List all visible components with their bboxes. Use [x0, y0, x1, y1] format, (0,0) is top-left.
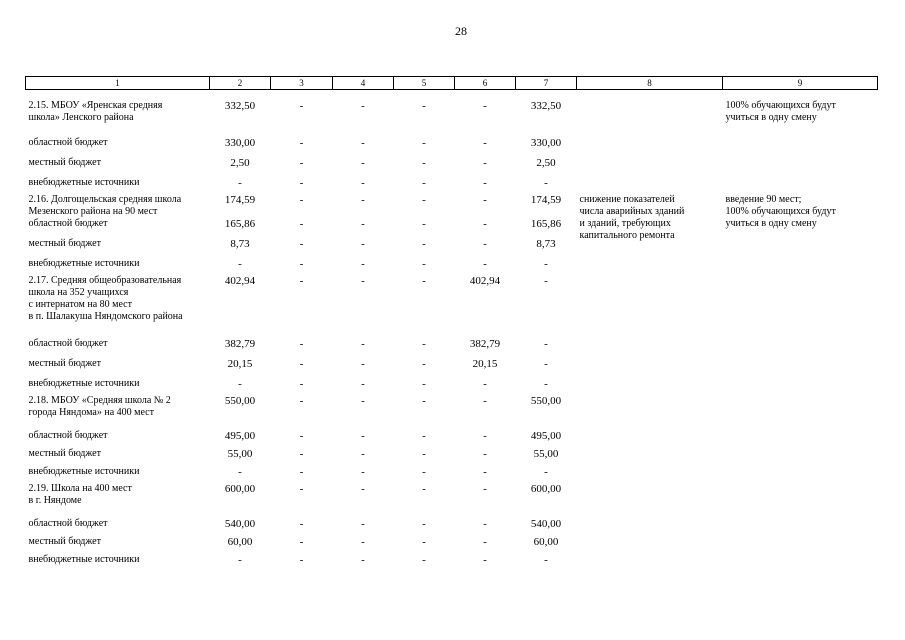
value-cell-c2: - [238, 466, 242, 478]
value-cell-c5: - [422, 378, 426, 390]
value-cell-c3: - [299, 518, 304, 530]
result-indicator [577, 358, 723, 378]
value-cell-c5: - [422, 218, 426, 230]
value-cell-c5: - [422, 358, 426, 370]
value-cell-c7: - [544, 378, 548, 390]
value-cell-c3: - [299, 218, 304, 230]
expected-effect [723, 448, 878, 466]
value-cell-c4: - [361, 448, 365, 460]
result-indicator [577, 378, 723, 395]
value-cell-c2: 330,00 [224, 137, 256, 149]
table-row [26, 554, 878, 571]
table-row [26, 448, 878, 466]
result-indicator [577, 554, 723, 571]
value-cell-c5: - [422, 430, 426, 442]
expected-effect [723, 378, 878, 395]
value-cell-c4: - [361, 137, 365, 149]
value-cell-c2: 174,59 [224, 194, 256, 206]
value-cell-c7: 60,00 [533, 536, 559, 548]
value-cell-c6: - [483, 536, 487, 548]
table-row [26, 395, 878, 430]
value-cell-c6: 20,15 [472, 358, 498, 370]
value-cell-c4: - [361, 338, 365, 350]
expected-effect [723, 137, 878, 157]
row-label: внебюджетные источники [28, 554, 140, 565]
value-cell-c4: - [361, 275, 365, 287]
value-cell-c6: - [483, 177, 487, 189]
value-cell-c3: - [299, 466, 304, 478]
row-label: областной бюджет [28, 430, 108, 441]
value-cell-c7: - [544, 177, 548, 189]
table-row [26, 378, 878, 395]
value-cell-c6: - [483, 483, 487, 495]
value-cell-c4: - [361, 218, 365, 230]
result-indicator [577, 448, 723, 466]
value-cell-c3: - [299, 194, 304, 206]
result-indicator [577, 536, 723, 554]
value-cell-c6: - [483, 137, 487, 149]
column-header: 1 [26, 77, 210, 90]
column-header: 9 [723, 77, 878, 90]
value-cell-c7: 550,00 [530, 395, 562, 407]
result-indicator [577, 466, 723, 483]
row-label: областной бюджет [28, 137, 108, 148]
result-indicator [577, 157, 723, 177]
value-cell-c6: - [483, 554, 487, 566]
row-label: внебюджетные источники [28, 258, 140, 269]
table-row [26, 358, 878, 378]
value-cell-c4: - [361, 536, 365, 548]
row-label: местный бюджет [28, 448, 101, 459]
table-row [26, 483, 878, 518]
expected-effect [723, 177, 878, 194]
expected-effect [723, 275, 878, 338]
value-cell-c6: - [483, 100, 487, 112]
value-cell-c2: 382,79 [224, 338, 256, 350]
table-row [26, 430, 878, 448]
value-cell-c5: - [422, 536, 426, 548]
expected-effect [723, 518, 878, 536]
value-cell-c3: - [299, 100, 304, 112]
value-cell-c7: 174,59 [530, 194, 562, 206]
value-cell-c4: - [361, 194, 365, 206]
column-header: 4 [333, 77, 394, 90]
table-row [26, 137, 878, 157]
result-indicator [577, 177, 723, 194]
value-cell-c5: - [422, 554, 426, 566]
value-cell-c3: - [299, 338, 304, 350]
value-cell-c4: - [361, 238, 365, 250]
value-cell-c4: - [361, 554, 365, 566]
expected-effect [723, 157, 878, 177]
value-cell-c2: 332,50 [224, 100, 256, 112]
value-cell-c5: - [422, 275, 426, 287]
value-cell-c4: - [361, 258, 365, 270]
expected-effect: введение 90 мест; 100% обучающихся будут учиться в одну смену [725, 194, 836, 229]
table-row [26, 157, 878, 177]
expected-effect [723, 554, 878, 571]
value-cell-c7: - [544, 258, 548, 270]
value-cell-c7: - [544, 275, 548, 287]
expected-effect [723, 466, 878, 483]
result-indicator [577, 395, 723, 430]
value-cell-c7: - [544, 466, 548, 478]
value-cell-c5: - [422, 518, 426, 530]
value-cell-c5: - [422, 483, 426, 495]
value-cell-c5: - [422, 177, 426, 189]
row-label: 2.19. Школа на 400 мест в г. Няндоме [28, 483, 132, 506]
value-cell-c2: 20,15 [227, 358, 253, 370]
value-cell-c6: - [483, 218, 487, 230]
result-indicator [577, 483, 723, 518]
value-cell-c6: - [483, 448, 487, 460]
value-cell-c7: 495,00 [530, 430, 562, 442]
value-cell-c2: - [238, 554, 242, 566]
row-label: областной бюджет [28, 518, 108, 529]
value-cell-c6: - [483, 395, 487, 407]
value-cell-c4: - [361, 177, 365, 189]
value-cell-c3: - [299, 238, 304, 250]
column-header: 2 [210, 77, 271, 90]
value-cell-c3: - [299, 177, 304, 189]
row-label: 2.16. Долгощельская средняя школа Мезенского района на 90 мест [28, 194, 182, 217]
value-cell-c4: - [361, 358, 365, 370]
table-row [26, 518, 878, 536]
value-cell-c6: - [483, 466, 487, 478]
value-cell-c3: - [299, 448, 304, 460]
expected-effect [723, 483, 878, 518]
column-header-row [26, 77, 878, 90]
value-cell-c6: - [483, 157, 487, 169]
row-label: областной бюджет [28, 218, 108, 229]
value-cell-c2: 495,00 [224, 430, 256, 442]
value-cell-c5: - [422, 194, 426, 206]
value-cell-c2: 2,50 [230, 157, 250, 169]
expected-effect [723, 395, 878, 430]
value-cell-c5: - [422, 466, 426, 478]
row-label: местный бюджет [28, 238, 101, 249]
table-row [26, 100, 878, 137]
value-cell-c3: - [299, 157, 304, 169]
result-indicator [577, 275, 723, 338]
value-cell-c6: 382,79 [469, 338, 501, 350]
value-cell-c7: - [544, 358, 548, 370]
value-cell-c3: - [299, 258, 304, 270]
table-row [26, 466, 878, 483]
value-cell-c6: - [483, 258, 487, 270]
column-header: 7 [516, 77, 577, 90]
result-indicator [577, 430, 723, 448]
value-cell-c2: - [238, 258, 242, 270]
row-label: областной бюджет [28, 338, 108, 349]
value-cell-c7: - [544, 338, 548, 350]
header-spacer [26, 90, 878, 101]
result-indicator [577, 338, 723, 358]
row-label: местный бюджет [28, 157, 101, 168]
table-row [26, 194, 878, 218]
expected-effect [723, 430, 878, 448]
expected-effect: 100% обучающихся будут учиться в одну смену [725, 100, 836, 123]
row-label: внебюджетные источники [28, 177, 140, 188]
value-cell-c2: - [238, 177, 242, 189]
value-cell-c2: 600,00 [224, 483, 256, 495]
value-cell-c5: - [422, 100, 426, 112]
value-cell-c2: 402,94 [224, 275, 256, 287]
value-cell-c3: - [299, 378, 304, 390]
value-cell-c3: - [299, 554, 304, 566]
value-cell-c2: 550,00 [224, 395, 256, 407]
result-indicator [577, 518, 723, 536]
column-header: 3 [271, 77, 333, 90]
column-header: 8 [577, 77, 723, 90]
expected-effect [723, 338, 878, 358]
row-label: 2.17. Средняя общеобразовательная школа на 352 учащихся с интернатом на 80 мест в п. Шалакуша Няндомского района [28, 275, 183, 322]
value-cell-c2: 55,00 [227, 448, 253, 460]
value-cell-c6: - [483, 378, 487, 390]
value-cell-c6: - [483, 430, 487, 442]
row-label: внебюджетные источники [28, 466, 140, 477]
value-cell-c7: 540,00 [530, 518, 562, 530]
row-label: 2.15. МБОУ «Яренская средняя школа» Ленского района [28, 100, 163, 123]
value-cell-c3: - [299, 137, 304, 149]
column-header: 5 [394, 77, 455, 90]
value-cell-c2: 60,00 [227, 536, 253, 548]
row-label: внебюджетные источники [28, 378, 140, 389]
result-indicator [577, 100, 723, 137]
value-cell-c4: - [361, 378, 365, 390]
value-cell-c3: - [299, 275, 304, 287]
value-cell-c2: 8,73 [230, 238, 250, 250]
result-indicator [577, 137, 723, 157]
value-cell-c6: - [483, 194, 487, 206]
value-cell-c4: - [361, 483, 365, 495]
expected-effect [723, 536, 878, 554]
value-cell-c4: - [361, 157, 365, 169]
value-cell-c3: - [299, 483, 304, 495]
value-cell-c7: 2,50 [536, 157, 556, 169]
value-cell-c2: 540,00 [224, 518, 256, 530]
value-cell-c7: 330,00 [530, 137, 562, 149]
value-cell-c6: - [483, 238, 487, 250]
value-cell-c5: - [422, 395, 426, 407]
value-cell-c5: - [422, 157, 426, 169]
value-cell-c5: - [422, 238, 426, 250]
value-cell-c7: 55,00 [533, 448, 559, 460]
column-header: 6 [455, 77, 516, 90]
result-indicator: снижение показателей числа аварийных зданий и зданий, требующих капитального ремонта [579, 194, 685, 241]
value-cell-c7: - [544, 554, 548, 566]
table-row [26, 536, 878, 554]
value-cell-c6: - [483, 518, 487, 530]
value-cell-c5: - [422, 137, 426, 149]
value-cell-c4: - [361, 518, 365, 530]
expected-effect [723, 358, 878, 378]
page-number: 28 [455, 24, 467, 38]
value-cell-c7: 165,86 [530, 218, 562, 230]
value-cell-c3: - [299, 536, 304, 548]
value-cell-c7: 600,00 [530, 483, 562, 495]
row-label: местный бюджет [28, 358, 101, 369]
value-cell-c5: - [422, 448, 426, 460]
table-row [26, 275, 878, 338]
value-cell-c3: - [299, 395, 304, 407]
value-cell-c4: - [361, 430, 365, 442]
row-label: 2.18. МБОУ «Средняя школа № 2 города Няндома» на 400 мест [28, 395, 171, 418]
value-cell-c4: - [361, 100, 365, 112]
value-cell-c3: - [299, 430, 304, 442]
value-cell-c6: 402,94 [469, 275, 501, 287]
value-cell-c4: - [361, 466, 365, 478]
table-row [26, 177, 878, 194]
row-label: местный бюджет [28, 536, 101, 547]
value-cell-c7: 332,50 [530, 100, 562, 112]
value-cell-c7: 8,73 [536, 238, 556, 250]
value-cell-c5: - [422, 338, 426, 350]
value-cell-c2: 165,86 [224, 218, 256, 230]
value-cell-c5: - [422, 258, 426, 270]
table-row [26, 338, 878, 358]
budget-table [25, 76, 878, 571]
value-cell-c2: - [238, 378, 242, 390]
value-cell-c3: - [299, 358, 304, 370]
value-cell-c4: - [361, 395, 365, 407]
